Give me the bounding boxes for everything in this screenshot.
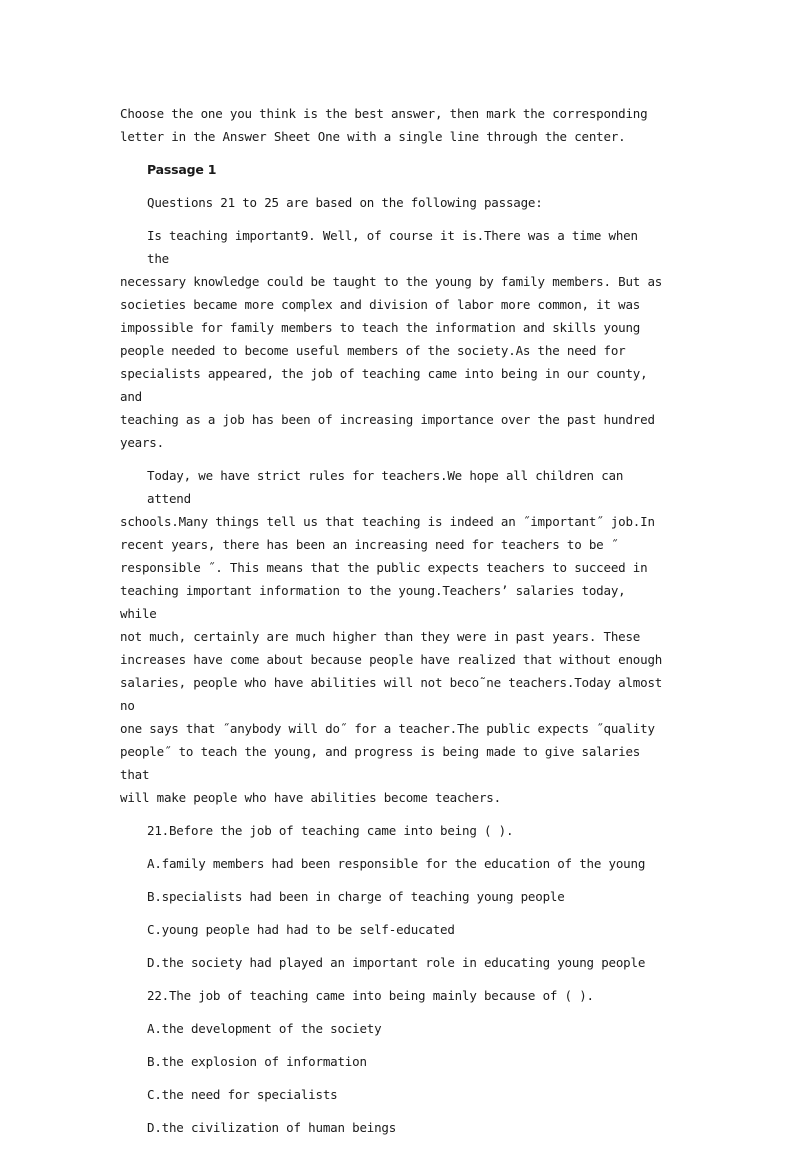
passage-title: Passage 1 <box>147 162 217 177</box>
paragraph-1 <box>120 224 665 454</box>
paragraph-line: one says that ˝anybody will do˝ for a teacher.The public expects ˝quality <box>120 721 655 736</box>
instructions <box>120 102 665 148</box>
answer-option-a[interactable]: A.the development of the society <box>147 1021 382 1036</box>
paragraph-line: not much, certainly are much higher than they were in past years. These <box>120 629 641 644</box>
answer-option-d[interactable]: D.the civilization of human beings <box>147 1120 397 1135</box>
paragraph-line: impossible for family members to teach the information and skills young <box>120 320 641 335</box>
paragraph-line: salaries, people who have abilities will not beco˜ne teachers.Today almost no <box>120 675 670 713</box>
paragraph-2 <box>120 464 670 809</box>
paragraph-line: teaching important information to the young.Teachers’ salaries today, while <box>120 583 633 621</box>
paragraph-line: specialists appeared, the job of teaching came into being in our county, and <box>120 366 655 404</box>
answer-option-a[interactable]: A.family members had been responsible for the education of the young <box>147 856 646 871</box>
paragraph-line: schools.Many things tell us that teaching is indeed an ˝important˝ job.In <box>120 514 655 529</box>
paragraph-line: teaching as a job has been of increasing importance over the past hundred <box>120 412 655 427</box>
instructions-line: Choose the one you think is the best answer, then mark the corresponding <box>120 106 648 121</box>
paragraph-line: increases have come about because people have realized that without enough <box>120 652 663 667</box>
paragraph-line: years. <box>120 435 164 450</box>
paragraph-line: people needed to become useful members of the society.As the need for <box>120 343 626 358</box>
answer-option-d[interactable]: D.the society had played an important role in educating young people <box>147 955 646 970</box>
paragraph-line: societies became more complex and division of labor more common, it was <box>120 297 641 312</box>
paragraph-line: recent years, there has been an increasing need for teachers to be ˝ <box>120 537 619 552</box>
question-stem: 22.The job of teaching came into being mainly because of ( ). <box>147 988 594 1003</box>
question-21 <box>120 819 665 974</box>
paragraph-line: responsible ˝. This means that the public expects teachers to succeed in <box>120 560 648 575</box>
question-22 <box>120 984 665 1139</box>
paragraph-line: Is teaching important9. Well, of course it is.There was a time when the <box>147 228 646 266</box>
answer-option-c[interactable]: C.the need for specialists <box>147 1087 338 1102</box>
answer-option-c[interactable]: C.young people had had to be self-educated <box>147 922 455 937</box>
paragraph-line: will make people who have abilities become teachers. <box>120 790 501 805</box>
answer-option-b[interactable]: B.specialists had been in charge of teaching young people <box>147 889 565 904</box>
document-page <box>120 102 670 1149</box>
passage-intro: Questions 21 to 25 are based on the following passage: <box>147 195 543 210</box>
answer-option-b[interactable]: B.the explosion of information <box>147 1054 367 1069</box>
paragraph-line: people˝ to teach the young, and progress is being made to give salaries that <box>120 744 648 782</box>
question-stem: 21.Before the job of teaching came into being ( ). <box>147 823 514 838</box>
instructions-line: letter in the Answer Sheet One with a single line through the center. <box>120 129 626 144</box>
paragraph-line: Today, we have strict rules for teachers.We hope all children can attend <box>147 468 631 506</box>
paragraph-line: necessary knowledge could be taught to the young by family members. But as <box>120 274 663 289</box>
